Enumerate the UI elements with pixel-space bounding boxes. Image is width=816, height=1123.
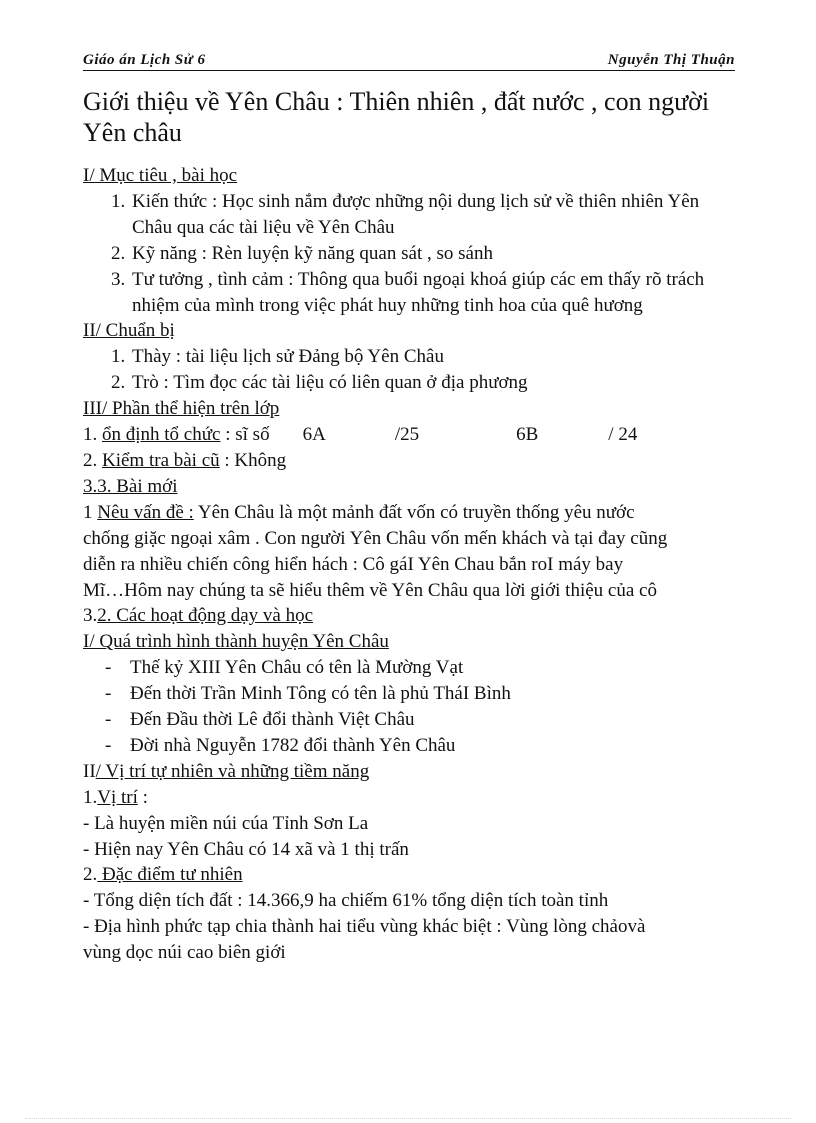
- attendance-text: : sĩ số: [225, 424, 270, 446]
- page-bottom-divider: [25, 1118, 791, 1119]
- page-header: [83, 50, 735, 71]
- line-number: 3.: [83, 605, 98, 627]
- list-item: - Đến thời Trần Minh Tông có tên là phủ TháI Bình: [130, 681, 735, 707]
- activities-line: [83, 603, 735, 629]
- line-number: 1: [83, 501, 93, 523]
- line-number: 2.: [83, 449, 98, 471]
- section-heading-text: III/ Phần thể hiện trên lớp: [83, 398, 280, 420]
- objectives-list: [83, 189, 735, 319]
- old-lesson-check-line: [83, 448, 735, 474]
- attendance-label: ổn định tổ chức: [102, 424, 221, 446]
- section-location-heading: [83, 759, 735, 785]
- section-heading-text: II/ Chuẩn bị: [83, 320, 175, 342]
- list-item: 1. Thày : tài liệu lịch sử Đảng bộ Yên Châu: [130, 344, 735, 370]
- new-lesson-line: [83, 474, 735, 500]
- document-page: [83, 50, 735, 966]
- activities-label: 2. Các hoạt động dạy và học: [97, 605, 314, 627]
- list-item: 2. Trò : Tìm đọc các tài liệu có liên quan ở địa phương: [130, 370, 735, 396]
- attendance-line: [83, 422, 735, 448]
- paragraph-line: vùng dọc núi cao biên giới: [83, 942, 286, 964]
- list-item: 1. Kiến thức : Học sinh nắm được những nội dung lịch sử về thiên nhiên Yên Châu qua các tài liệu về Yên Châu: [130, 189, 735, 241]
- paragraph-line: diễn ra nhiều chiến công hiển hách : Cô gáI Yên Chau bắn roI máy bay: [83, 553, 624, 575]
- document-title: Giới thiệu về Yên Châu : Thiên nhiên , đất nước , con người Yên châu: [83, 87, 710, 147]
- subheading-colon: :: [137, 786, 148, 808]
- subheading-text: Vị trí: [97, 786, 138, 808]
- class-a-name: 6A: [302, 424, 326, 446]
- subheading-text: Đặc điểm tư nhiên: [97, 864, 243, 886]
- section-preparation-heading: [83, 318, 735, 344]
- section-heading-text: I/ Mục tiêu , bài học: [83, 165, 238, 186]
- section-formation-heading: [83, 629, 735, 655]
- list-item: 3. Tư tưởng , tình cảm : Thông qua buổi ngoại khoá giúp các em thấy rõ trách nhiệm của mình trong việc phát huy những tinh hoa của quê hương: [130, 267, 735, 319]
- list-item: - Thế kỷ XIII Yên Châu có tên là Mường Vạt: [130, 655, 735, 681]
- new-lesson-label: 3.3. Bài mới: [83, 475, 178, 497]
- paragraph-line: chống giặc ngoại xâm . Con người Yên Châu vốn mến khách và tại đay cũng: [83, 527, 668, 549]
- header-left: Giáo án Lịch Sử 6: [83, 52, 206, 68]
- problem-statement: [83, 500, 735, 604]
- line-number: 2.: [83, 864, 98, 886]
- paragraph-line: - Tổng diện tích đất : 14.366,9 ha chiếm 61% tổng diện tích toàn tỉnh: [83, 890, 609, 912]
- list-item: - Đời nhà Nguyễn 1782 đổi thành Yên Châu: [130, 733, 735, 759]
- line-number: 1.: [83, 786, 98, 808]
- section-number: II: [83, 760, 96, 782]
- formation-list: [83, 655, 735, 759]
- paragraph-line: - Địa hình phức tạp chia thành hai tiểu vùng khác biệt : Vùng lòng chảovà: [83, 916, 646, 938]
- old-lesson-label: Kiểm tra bài cũ: [102, 449, 220, 471]
- class-b-name: 6B: [516, 424, 539, 446]
- location-subheading: [83, 785, 735, 811]
- class-a-count: /25: [394, 424, 420, 446]
- document-body: [83, 163, 735, 966]
- section-heading-text: / Vị trí tự nhiên và những tiềm năng: [95, 760, 370, 782]
- paragraph-line: Mĩ…Hôm nay chúng ta sẽ hiểu thêm về Yên Châu qua lời giới thiệu của cô: [83, 579, 657, 601]
- header-right: Nguyễn Thị Thuận: [607, 52, 735, 68]
- old-lesson-text: : Không: [224, 449, 287, 471]
- nature-subheading: [83, 862, 735, 888]
- list-item: - Đến Đầu thời Lê đổi thành Việt Châu: [130, 707, 735, 733]
- paragraph-text: Yên Châu là một mảnh đất vốn có truyền thống yêu nước: [197, 501, 635, 523]
- paragraph-line: - Hiện nay Yên Châu có 14 xã và 1 thị trấn: [83, 838, 409, 860]
- section-objectives-heading: [83, 163, 735, 189]
- list-item: 2. Kỹ năng : Rèn luyện kỹ năng quan sát , so sánh: [130, 241, 735, 267]
- class-b-count: / 24: [608, 424, 638, 446]
- preparation-list: [83, 344, 735, 396]
- paragraph-line: [83, 500, 735, 526]
- problem-label: Nêu vấn đề :: [97, 501, 194, 523]
- paragraph-line: - Là huyện miền núi cúa Tỉnh Sơn La: [83, 812, 369, 834]
- line-number: 1.: [83, 424, 98, 446]
- section-heading-text: I/ Quá trình hình thành huyện Yên Châu: [83, 631, 389, 653]
- section-classwork-heading: [83, 396, 735, 422]
